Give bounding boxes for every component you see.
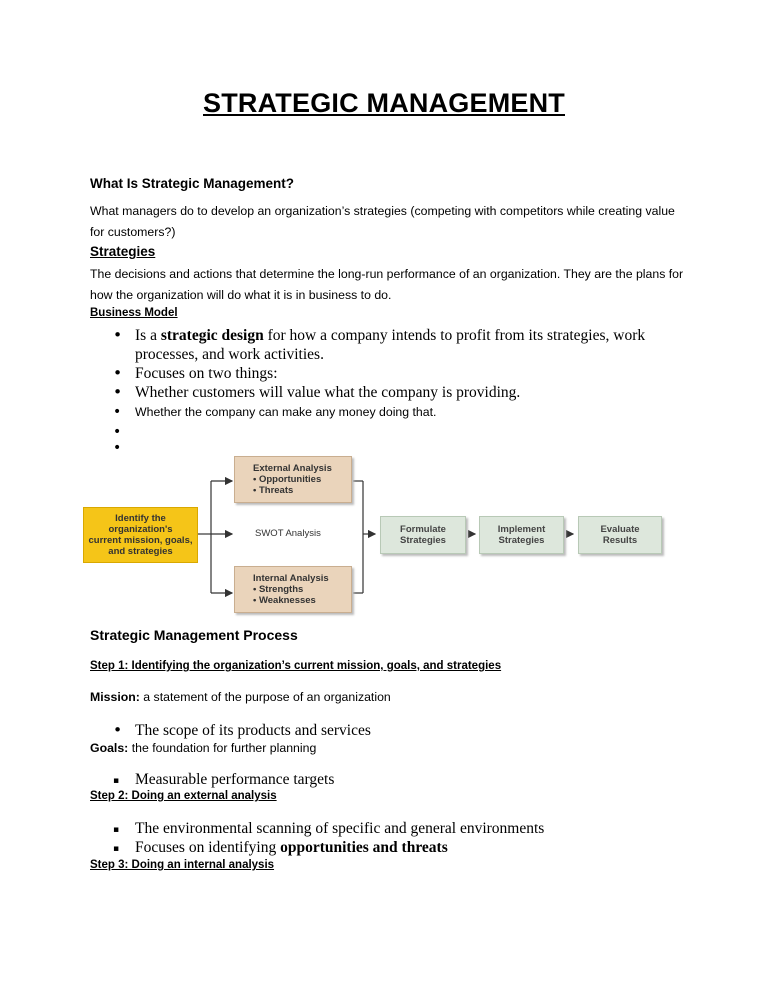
list-item (113, 838, 673, 857)
list-item (113, 326, 673, 364)
identify-line: organization's (108, 524, 173, 535)
external-analysis-box (234, 456, 352, 503)
bullet-text: for how a company intends to profit from its strategies, work processes, and work activities. (135, 327, 646, 363)
business-model-heading: Business Model (90, 307, 178, 319)
mission-label: Mission: (90, 690, 140, 704)
swot-analysis-label: SWOT Analysis (255, 528, 321, 539)
bullet-text: Focuses on identifying (135, 839, 281, 856)
business-model-list (113, 326, 673, 455)
bullet-icon: • (113, 383, 123, 401)
identify-box (83, 507, 198, 563)
goals-line (90, 738, 690, 759)
strategies-heading: Strategies (90, 244, 156, 259)
internal-analysis-box (234, 566, 352, 613)
step3-heading: Step 3: Doing an internal analysis (90, 859, 275, 871)
external-line: • Threats (253, 485, 294, 496)
bullet-icon: • (113, 364, 123, 382)
goals-label: Goals: (90, 741, 129, 755)
small-bullet-icon: ▪ (113, 776, 120, 786)
bullet-text: Whether customers will value what the company is providing. (135, 384, 521, 401)
implement-strategies-box (479, 516, 564, 554)
intro-heading: What Is Strategic Management? (90, 176, 295, 191)
bullet-icon: • (113, 326, 123, 344)
goals-list (113, 770, 673, 789)
bullet-icon: • (113, 721, 123, 739)
bullet-text: Whether the company can make any money doing that. (135, 405, 437, 419)
bullet-text: Focuses on two things: (135, 365, 278, 382)
internal-line: Internal Analysis (253, 573, 329, 584)
external-line: External Analysis (253, 463, 332, 474)
external-analysis-list (113, 819, 673, 857)
evaluate-results-box (578, 516, 662, 554)
bullet-icon: • (113, 404, 122, 420)
small-bullet-icon: ▪ (113, 844, 120, 854)
internal-line: • Weaknesses (253, 595, 316, 606)
external-line: • Opportunities (253, 474, 322, 485)
list-item (113, 402, 673, 423)
identify-line: Identify the (115, 513, 166, 524)
strategies-text: The decisions and actions that determine the long-run performance of an organization. They are the plans for how the organization will do what it is in business to do. (90, 267, 684, 302)
identify-line: and strategies (108, 546, 173, 557)
list-item (113, 364, 673, 383)
bullet-text: Is a (135, 327, 161, 344)
list-item (113, 819, 673, 838)
formulate-line: Formulate (400, 524, 446, 535)
opportunities-threats-term: opportunities and threats (280, 839, 448, 856)
empty-list-item (113, 423, 673, 439)
step2-heading: Step 2: Doing an external analysis (90, 790, 277, 802)
formulate-strategies-box (380, 516, 466, 554)
bullet-text: The scope of its products and services (135, 722, 371, 739)
implement-line: Strategies (498, 535, 545, 546)
goals-text: the foundation for further planning (128, 741, 317, 755)
internal-line: • Strengths (253, 584, 304, 595)
step1-heading: Step 1: Identifying the organization’s current mission, goals, and strategies (90, 660, 502, 672)
mission-line (90, 687, 690, 708)
identify-line: current mission, goals, (88, 535, 193, 546)
bullet-icon: • (113, 440, 122, 456)
formulate-line: Strategies (400, 535, 446, 546)
list-item (113, 770, 673, 789)
bullet-icon: • (113, 424, 122, 440)
list-item (113, 383, 673, 402)
evaluate-line: Results (602, 535, 638, 546)
strategic-management-diagram (83, 453, 668, 618)
intro-text: What managers do to develop an organization’s strategies (competing with competitors while creating value for customers?) (90, 204, 675, 239)
bullet-text: Measurable performance targets (135, 771, 335, 788)
small-bullet-icon: ▪ (113, 825, 120, 835)
strategic-design-term: strategic design (160, 327, 264, 344)
implement-line: Implement (497, 524, 546, 535)
bullet-text: The environmental scanning of specific and general environments (135, 820, 545, 837)
process-heading: Strategic Management Process (90, 627, 298, 643)
mission-text: a statement of the purpose of an organization (139, 690, 391, 704)
evaluate-line: Evaluate (600, 524, 640, 535)
page-title: STRATEGIC MANAGEMENT (203, 88, 565, 118)
